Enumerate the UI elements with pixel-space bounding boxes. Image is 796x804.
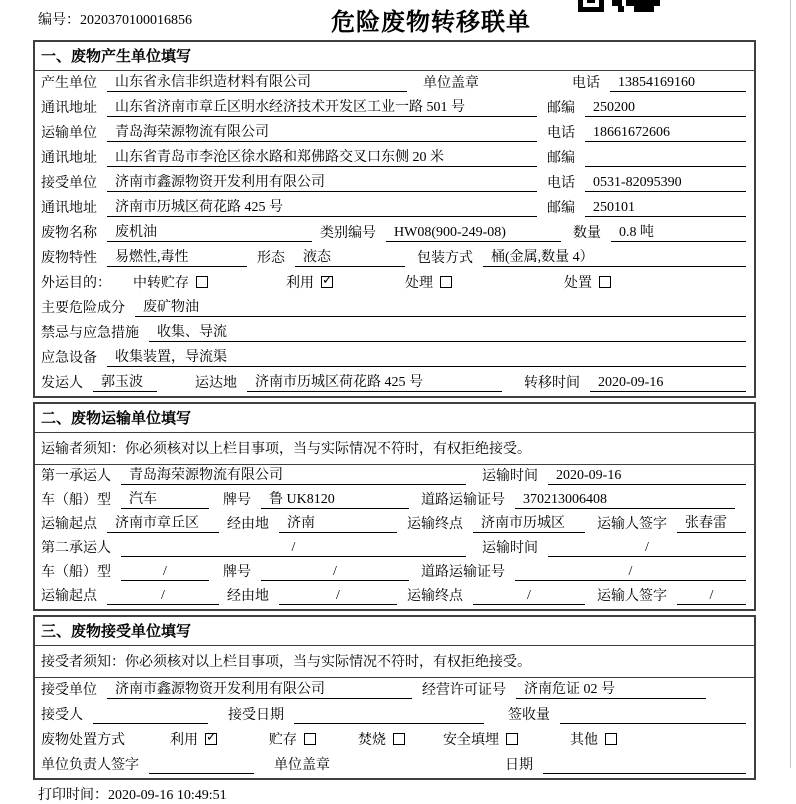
qr-code-fragment-icon [578,0,668,12]
field-label: 单位盖章 [274,758,330,773]
section-transport-title: 二、废物运输单位填写 [35,404,754,433]
field-label: 废物特性 [41,251,97,266]
field-label: 废物名称 [41,226,97,241]
field-label: 包装方式 [417,251,473,266]
field-label: 主要危险成分 [41,301,125,316]
form-row [35,465,754,489]
purpose-option-transfer-storage [133,272,208,292]
option-label: 利用 [170,733,198,748]
field-label: 单位盖章 [423,76,479,91]
form-row [35,537,754,561]
purpose-option-utilize [286,272,333,292]
checkbox [196,276,208,288]
field-label: 类别编号 [320,226,376,241]
field-label: 电话 [572,76,600,91]
checkbox-checked [205,733,217,745]
option-label: 焚烧 [358,733,386,748]
route-via-value: 济南 [279,515,397,533]
form-row [35,561,754,585]
section-receiver [33,615,756,780]
field-label: 签收量 [508,708,550,723]
field-label: 经由地 [227,517,269,532]
page-edge-line [790,0,791,768]
field-label: 道路运输证号 [421,493,505,508]
accept-date-value [294,707,484,724]
receiver-name-value: 济南市鑫源物资开发利用有限公司 [107,174,537,192]
producer-phone-value: 13854169160 [610,74,746,92]
transporter-postcode-value [585,150,746,167]
field-label: 运输起点 [41,589,97,604]
transfer-date-value: 2020-09-16 [590,374,746,392]
option-label: 贮存 [269,733,297,748]
manifest-number-value: 2020370100016856 [80,13,192,28]
field-label: 通讯地址 [41,201,97,216]
field-label: 经营许可证号 [422,683,506,698]
option-label: 利用 [286,276,314,291]
field-label: 通讯地址 [41,101,97,116]
waste-property-value: 易燃性,毒性 [107,249,247,267]
transporter-address-value: 山东省青岛市李沧区徐水路和郑佛路交叉口东侧 20 米 [107,149,537,167]
checkbox [506,733,518,745]
form-row [35,146,754,171]
receiver-address-value: 济南市历城区荷花路 425 号 [107,199,537,217]
field-label: 应急设备 [41,351,97,366]
field-label: 邮编 [547,151,575,166]
field-label: 运输起点 [41,517,97,532]
disposal-option-incinerate [358,729,405,749]
disposal-option-landfill [443,729,518,749]
form-row [35,728,754,753]
field-label: 形态 [257,251,285,266]
field-label: 邮编 [547,101,575,116]
disposal-option-other [570,729,617,749]
field-label: 通讯地址 [41,151,97,166]
field-label: 运输终点 [407,589,463,604]
field-label: 转移时间 [524,376,580,391]
hazard-component-value: 废矿物油 [135,299,746,317]
option-label: 处置 [564,276,592,291]
checkbox [440,276,452,288]
receiver-date-value [543,757,746,774]
received-quantity-value [560,707,746,724]
producer-postcode-value: 250200 [585,99,746,117]
form-row [35,196,754,221]
field-label: 车（船）型 [41,493,111,508]
transport-notice-text: 运输者须知：你必须核对以上栏目事项，当与实际情况不符时，有权拒绝接受。 [35,433,754,465]
producer-name-value: 山东省永信非织造材料有限公司 [107,74,407,92]
field-label: 单位负责人签字 [41,758,139,773]
license-number-value: 济南危证 02 号 [516,681,706,699]
print-time-label: 打印时间： [38,788,108,803]
field-label: 禁忌与应急措施 [41,326,139,341]
option-label: 其他 [570,733,598,748]
field-label: 接受人 [41,708,83,723]
section-receiver-title: 三、废物接受单位填写 [35,617,754,646]
field-label: 外运目的： [41,276,111,291]
form-row [35,71,754,96]
document-header [0,0,796,40]
option-label: 处理 [405,276,433,291]
checkbox-checked [321,276,333,288]
waste-code-value: HW08(900-249-08) [386,224,561,242]
transport-date2-value: / [548,539,746,557]
acceptor-name-value [93,707,208,724]
field-label: 运输终点 [407,517,463,532]
carrier-signature2-value: / [677,587,746,605]
disposal-option-utilize [170,729,217,749]
field-label: 运输单位 [41,126,97,141]
route-end2-value: / [473,587,585,605]
field-label: 经由地 [227,589,269,604]
page-title: 危险废物转移联单 [331,9,531,36]
form-row [35,121,754,146]
field-label: 牌号 [223,493,251,508]
form-row [35,753,754,778]
vehicle-type-value: 汽车 [121,491,209,509]
field-label: 运输时间 [482,541,538,556]
option-label: 中转贮存 [133,276,189,291]
field-label: 发运人 [41,376,83,391]
field-label: 邮编 [547,201,575,216]
responsible-signature-value [149,757,254,774]
transport-date-value: 2020-09-16 [548,467,746,485]
print-time [38,784,796,804]
field-label: 电话 [547,176,575,191]
road-permit-value: 370213006408 [515,491,735,509]
form-row [35,271,754,296]
form-row [35,296,754,321]
receiver-phone-value: 0531-82095390 [585,174,746,192]
print-time-value: 2020-09-16 10:49:51 [108,788,227,803]
route-origin-value: 济南市章丘区 [107,515,219,533]
form-row [35,96,754,121]
transporter-phone-value: 18661672606 [585,124,746,142]
section-transport [33,402,756,611]
form-row [35,171,754,196]
form-row [35,703,754,728]
field-label: 第一承运人 [41,469,111,484]
checkbox [599,276,611,288]
field-label: 运输时间 [482,469,538,484]
receiver-postcode-value: 250101 [585,199,746,217]
carrier-signature-value: 张春雷 [677,515,746,533]
purpose-option-treat [405,272,452,292]
destination-value: 济南市历城区荷花路 425 号 [247,374,502,392]
manifest-number [38,9,192,29]
field-label: 第二承运人 [41,541,111,556]
field-label: 运达地 [195,376,237,391]
purpose-option-dispose [564,272,611,292]
checkbox [304,733,316,745]
checkbox [605,733,617,745]
field-label: 数量 [573,226,601,241]
disposal-option-storage [269,729,316,749]
form-row [35,585,754,609]
packaging-value: 桶(金属,数量 4） [483,249,746,267]
field-label: 产生单位 [41,76,97,91]
field-label: 接受单位 [41,176,97,191]
form-row [35,371,754,396]
form-row [35,246,754,271]
field-label: 车（船）型 [41,565,111,580]
field-label: 接受单位 [41,683,97,698]
waste-name-value: 废机油 [107,224,312,242]
field-label: 运输人签字 [597,589,667,604]
accepting-unit-value: 济南市鑫源物资开发利用有限公司 [107,681,412,699]
road-permit2-value: / [515,563,746,581]
section-producer [33,40,756,398]
shipper-name-value: 郭玉波 [93,374,157,392]
emergency-equipment-value: 收集装置，导流渠 [107,349,746,367]
route-via2-value: / [279,587,397,605]
first-carrier-value: 青岛海荣源物流有限公司 [121,467,466,485]
form-row [35,513,754,537]
section-producer-title: 一、废物产生单位填写 [35,42,754,71]
plate-number-value: 鲁 UK8120 [261,491,409,509]
field-label: 电话 [547,126,575,141]
field-label: 日期 [505,758,533,773]
plate-number2-value: / [261,563,409,581]
form-row [35,321,754,346]
route-end-value: 济南市历城区 [473,515,585,533]
route-origin2-value: / [107,587,219,605]
vehicle-type2-value: / [121,563,209,581]
field-label: 接受日期 [228,708,284,723]
manifest-number-label: 编号： [38,13,80,28]
field-label: 运输人签字 [597,517,667,532]
field-label: 牌号 [223,565,251,580]
producer-address-value: 山东省济南市章丘区明水经济技术开发区工业一路 501 号 [107,99,537,117]
transporter-name-value: 青岛海荣源物流有限公司 [107,124,537,142]
field-label: 道路运输证号 [421,565,505,580]
waste-quantity-value: 0.8 吨 [611,224,746,242]
form-row [35,221,754,246]
waste-form-value: 液态 [295,249,405,267]
receiver-notice-text: 接受者须知：你必须核对以上栏目事项，当与实际情况不符时，有权拒绝接受。 [35,646,754,678]
form-row [35,678,754,703]
option-label: 安全填埋 [443,733,499,748]
emergency-measures-value: 收集、导流 [149,324,746,342]
second-carrier-value: / [121,539,466,557]
field-label: 废物处置方式 [41,733,125,748]
checkbox [393,733,405,745]
form-row [35,489,754,513]
form-row [35,346,754,371]
